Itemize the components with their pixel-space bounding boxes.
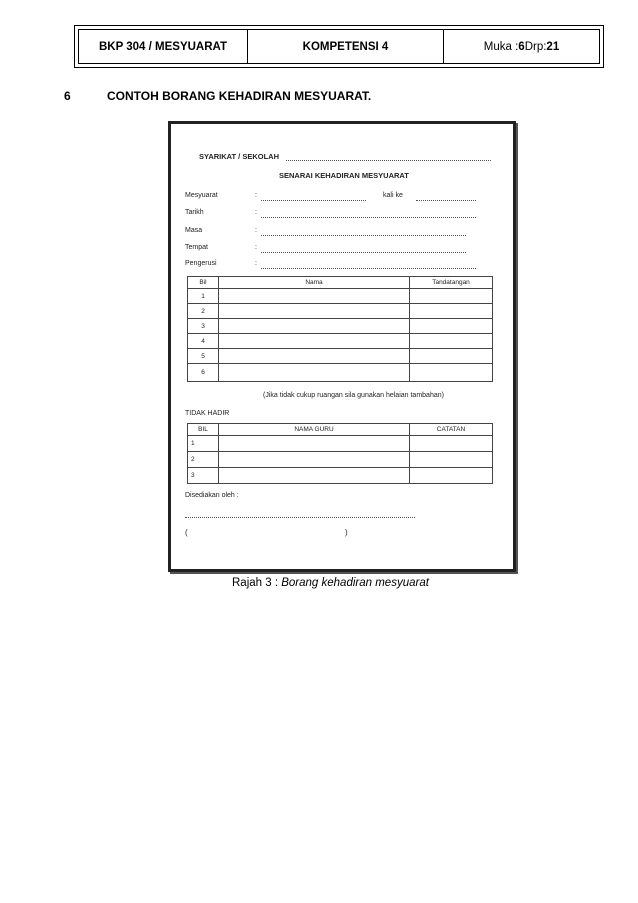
field-label-chair: Pengerusi xyxy=(185,260,217,267)
section-number: 6 xyxy=(64,89,71,103)
name-cell xyxy=(219,334,410,349)
row-number: 1 xyxy=(188,436,219,452)
notes-cell xyxy=(410,468,493,484)
field-label-meeting: Mesyuarat xyxy=(185,192,218,199)
row-number: 2 xyxy=(188,304,219,319)
col-header-name: Nama xyxy=(219,277,410,289)
row-number: 3 xyxy=(188,468,219,484)
col-header-bil: Bil xyxy=(188,277,219,289)
field-line xyxy=(261,235,466,236)
attendance-form-figure xyxy=(168,121,516,572)
signature-line xyxy=(185,517,415,518)
row-number: 6 xyxy=(188,364,219,382)
row-number: 2 xyxy=(188,452,219,468)
form-company-line xyxy=(286,160,491,161)
field-suffix-kali-ke: kali ke xyxy=(383,192,403,199)
absent-table-header xyxy=(188,424,493,436)
table-row xyxy=(188,304,493,319)
signature-cell xyxy=(410,304,493,319)
header-page-mid: Drp: xyxy=(524,40,547,53)
extra-sheet-note: (Jika tidak cukup ruangan sila gunakan helaian tambahan) xyxy=(263,392,444,399)
header-page-number: 6 xyxy=(518,40,525,53)
section-title: CONTOH BORANG KEHADIRAN MESYUARAT. xyxy=(107,89,372,103)
signature-cell xyxy=(410,289,493,304)
field-line xyxy=(261,252,466,253)
header-competency: KOMPETENSI 4 xyxy=(247,30,443,63)
name-cell xyxy=(219,304,410,319)
caption-text: Borang kehadiran mesyuarat xyxy=(281,577,429,589)
name-cell xyxy=(219,364,410,382)
form-company-label: SYARIKAT / SEKOLAH xyxy=(199,152,280,161)
header-course: BKP 304 / MESYUARAT xyxy=(98,40,228,53)
table-row xyxy=(188,319,493,334)
form-title: SENARAI KEHADIRAN MESYUARAT xyxy=(279,171,409,180)
table-row xyxy=(188,436,493,452)
field-label-place: Tempat xyxy=(185,244,208,251)
caption-prefix: Rajah 3 : xyxy=(232,577,282,589)
notes-cell xyxy=(410,452,493,468)
name-cell xyxy=(219,289,410,304)
page-header-inner xyxy=(78,29,600,64)
attendance-table-header xyxy=(188,277,493,289)
signature-cell xyxy=(410,364,493,382)
row-number: 4 xyxy=(188,334,219,349)
row-number: 3 xyxy=(188,319,219,334)
teacher-cell xyxy=(219,436,410,452)
field-line xyxy=(261,217,476,218)
field-colon: : xyxy=(255,260,257,267)
table-row xyxy=(188,452,493,468)
field-line xyxy=(261,268,476,269)
figure-caption xyxy=(232,577,429,589)
attendance-table xyxy=(187,276,493,382)
header-page-prefix: Muka : xyxy=(483,40,519,53)
field-line xyxy=(261,200,366,201)
absent-table xyxy=(187,423,493,484)
paren-open: ( xyxy=(185,528,188,537)
notes-cell xyxy=(410,436,493,452)
name-cell xyxy=(219,349,410,364)
col-header-notes: CATATAN xyxy=(410,424,493,436)
field-label-time: Masa xyxy=(185,227,203,234)
table-row xyxy=(188,364,493,382)
row-number: 5 xyxy=(188,349,219,364)
field-colon: : xyxy=(255,192,257,199)
signature-cell xyxy=(410,349,493,364)
row-number: 1 xyxy=(188,289,219,304)
field-label-date: Tarikh xyxy=(185,209,204,216)
col-header-bil: BIL xyxy=(188,424,219,436)
prepared-by-label: Disediakan oleh : xyxy=(185,492,239,499)
teacher-cell xyxy=(219,468,410,484)
header-page-info xyxy=(443,30,599,63)
col-header-signature: Tandatangan xyxy=(410,277,493,289)
name-cell xyxy=(219,319,410,334)
header-page-total: 21 xyxy=(546,40,560,53)
paren-close: ) xyxy=(345,528,348,537)
table-row xyxy=(188,468,493,484)
field-colon: : xyxy=(255,227,257,234)
teacher-cell xyxy=(219,452,410,468)
col-header-teacher: NAMA GURU xyxy=(219,424,410,436)
field-line xyxy=(416,200,476,201)
signature-cell xyxy=(410,334,493,349)
absent-label: TIDAK HADIR xyxy=(185,410,230,417)
field-colon: : xyxy=(255,244,257,251)
table-row xyxy=(188,289,493,304)
table-row xyxy=(188,334,493,349)
field-colon: : xyxy=(255,209,257,216)
page-header xyxy=(74,25,604,68)
signature-cell xyxy=(410,319,493,334)
table-row xyxy=(188,349,493,364)
